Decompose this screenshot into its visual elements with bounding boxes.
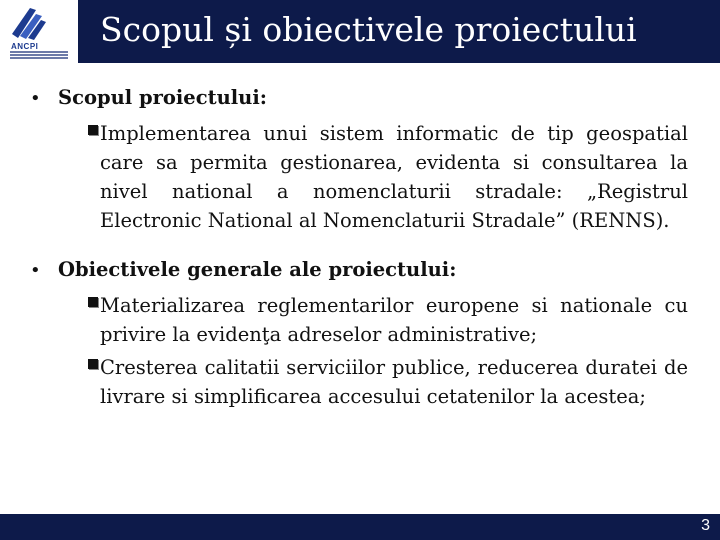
square-bullet-icon — [88, 297, 98, 307]
list-item-text: Cresterea calitatii serviciilor publice, reducerea duratei de livrare si simplificarea accesului cetatenilor la acestea; — [100, 356, 688, 408]
slide-header — [0, 0, 720, 63]
slide-content — [30, 84, 688, 411]
section-general-objectives — [30, 256, 688, 411]
agency-logo — [0, 0, 78, 63]
list-item — [88, 119, 688, 235]
square-bullet-icon — [88, 359, 98, 369]
square-bullet-icon — [88, 125, 98, 135]
ancpi-logo-icon — [8, 4, 48, 42]
bullet-icon: • — [30, 88, 41, 109]
slide-footer — [0, 514, 720, 540]
list-item-text: Implementarea unui sistem informatic de tip geospatial care sa permita gestionarea, evidenta si consultarea la nivel national a nomenclaturii stradale: „Registrul Electronic National al Nomenclaturii Stradale” (RENNS). — [100, 122, 688, 232]
list-item — [88, 291, 688, 349]
logo-subtitle-lines — [10, 51, 68, 60]
bullet-icon: • — [30, 260, 41, 281]
section-heading-text: Obiectivele generale ale proiectului: — [58, 258, 457, 281]
list-item — [88, 353, 688, 411]
section-project-scope — [30, 84, 688, 235]
section-heading — [30, 256, 688, 285]
list-item-text: Materializarea reglementarilor europene si nationale cu privire la evidenţa adreselor administrative; — [100, 294, 688, 346]
section-heading-text: Scopul proiectului: — [58, 86, 267, 109]
slide-title: Scopul și obiectivele proiectului — [100, 10, 637, 49]
section-heading — [30, 84, 688, 113]
page-number: 3 — [701, 517, 710, 534]
logo-text: ANCPI — [11, 42, 39, 51]
